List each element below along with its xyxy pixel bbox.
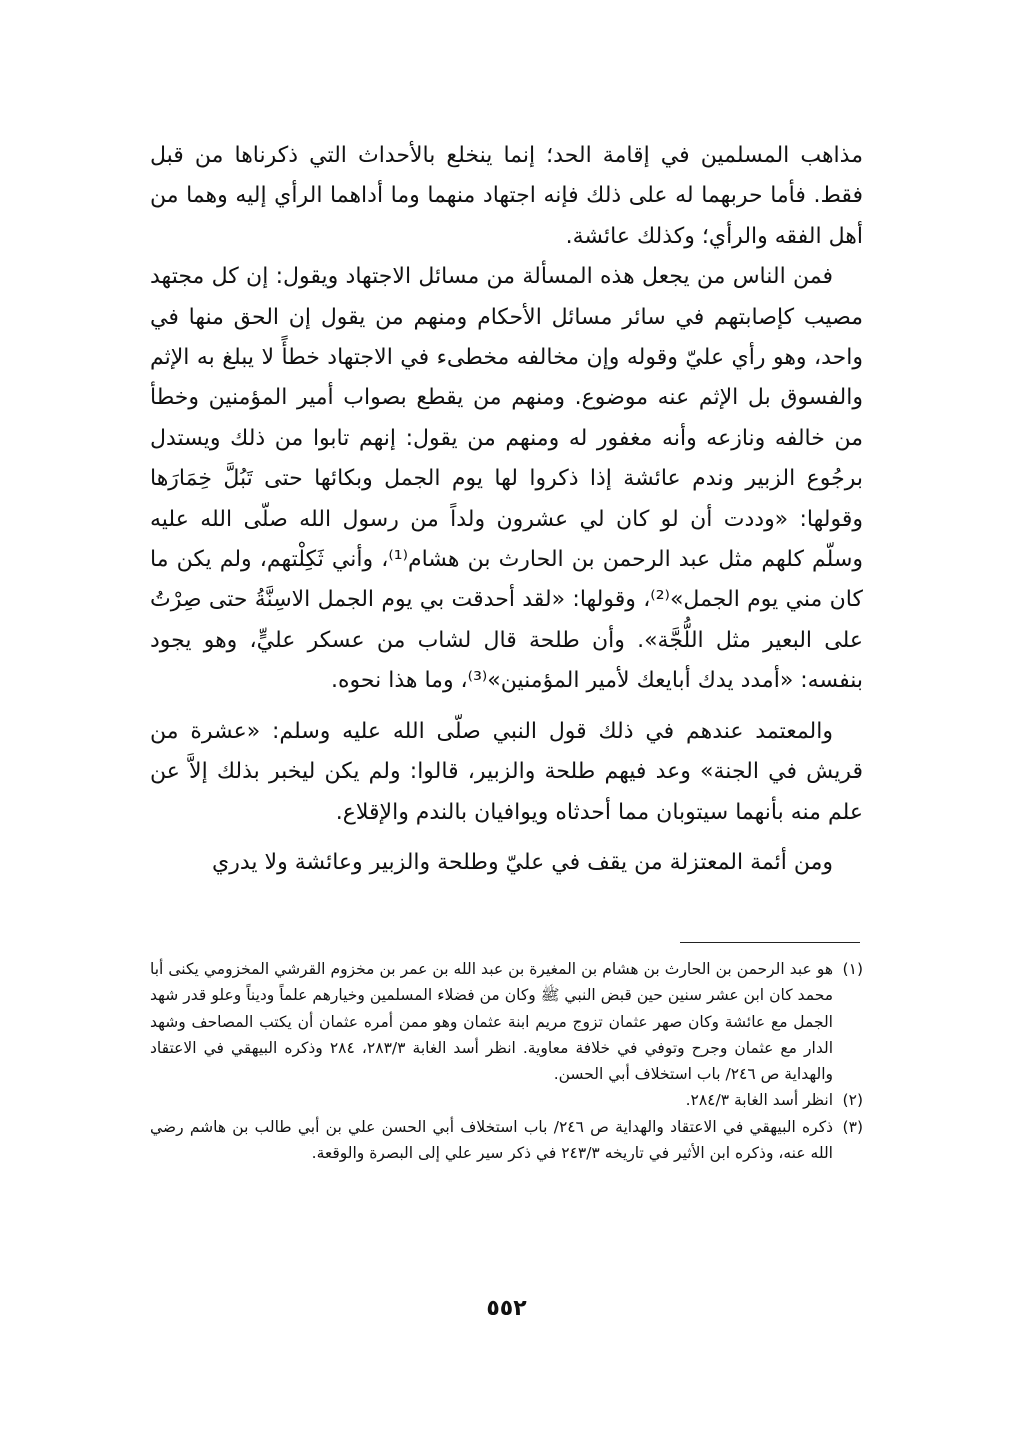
footnote-number: (٣) <box>842 1117 863 1136</box>
paragraph-gap <box>150 833 863 843</box>
paragraph-gap <box>150 702 863 712</box>
footnote-item <box>150 956 863 1087</box>
footnote-number: (٢) <box>842 1091 863 1110</box>
footnote-item <box>150 1087 863 1113</box>
footnote-text: ذكره البيهقي في الاعتقاد والهداية ص ٢٤٦/ باب استخلاف أبي الحسن علي بن أبي طالب بن هاشم رضي الله عنه، وذكره ابن الأثير في تاريخه ٢٤٣/٣ في ذكر سير علي إلى البصرة والوقعة. <box>150 1117 833 1163</box>
page-number: ٥٥٢ <box>486 1296 527 1321</box>
footnote-text: انظر أسد الغابة ٢٨٤/٣. <box>685 1091 833 1110</box>
footnote-item <box>150 1114 863 1167</box>
paragraph-mutazila: ومن أئمة المعتزلة من يقف في عليّ وطلحة والزبير وعائشة ولا يدري <box>212 849 833 875</box>
paragraph-ijtihad: فمن الناس من يجعل هذه المسألة من مسائل الاجتهاد ويقول: إن كل مجتهد مصيب كإصابتهم في سائر مسائل الأحكام ومنهم من يقول إن الحق منها في واحد، وهو رأي عليّ وقوله وإن مخالفه مخطىء في الاجتهاد خطأً لا يبلغ به الإثم والفسوق بل الإثم عنه موضوع. ومنهم من يقطع بصواب أمير المؤمنين وخطأ من خالفه ونازعه وأنه مغفور له ومنهم من يقول: إنهم تابوا من ذلك ويستدل برجُوع الزبير وندم عائشة إذا ذكروا لها يوم الجمل وبكائها حتى تَبُلَّ خِمَارَها وقولها: «وددت أن لو كان لي عشرون ولداً من رسول الله صلّى الله عليه وسلّم كلهم مثل عبد الرحمن بن الحارث بن هشام⁽¹⁾، وأني ثَكِلْتهم، ولم يكن ما كان مني يوم الجمل»⁽²⁾، وقولها: «لقد أحدقت بي يوم الجمل الاسِنَّةُ حتى صِرْتُ على البعير مثل اللُّجَّة». وأن طلحة قال لشاب من عسكر عليٍّ، وهو يجود بنفسه: «أمدد يدك أبايعك لأمير المؤمنين»⁽³⁾، وما هذا نحوه. <box>150 264 864 694</box>
main-text-body <box>150 136 863 883</box>
footnote-number: (١) <box>842 960 863 978</box>
paragraph-opening: مذاهب المسلمين في إقامة الحد؛ إنما ينخلع بالأحداث التي ذكرناها من قبل فقط. فأما حربهما له على ذلك فإنه اجتهاد منهما وما أداهما الرأي إليه وهما من أهل الفقه والرأي؛ وكذلك عائشة. <box>150 143 863 249</box>
paragraph-ten-promised: والمعتمد عندهم في ذلك قول النبي صلّى الله عليه وسلم: «عشرة من قريش في الجنة» وعد فيهم طلحة والزبير، قالوا: ولم يكن ليخبر بذلك إلاَّ عن علم منه بأنهما سيتوبان مما أحدثاه ويوافيان بالندم والإقلاع. <box>150 718 863 825</box>
footnote-separator <box>680 942 860 943</box>
footnotes-section <box>150 956 863 1166</box>
footnote-text: هو عبد الرحمن بن الحارث بن هشام بن المغيرة بن عبد الله بن عمر بن مخزوم القرشي المخزومي يكنى أبا محمد كان ابن عشر سنين حين قبض النبي ﷺ وكان من فضلاء المسلمين وخيارهم علماً وديناً وعلو قدر شهد الجمل مع عائشة وكان صهر عثمان تزوج مريم ابنة عثمان وهو ممن أمره عثمان أن يكتب المصاحف وشهد الدار مع عثمان وجرح وتوفي في خلافة معاوية. انظر أسد الغابة ٢٨٣/٣، ٢٨٤ وذكره البيهقي في الاعتقاد والهداية ص ٢٤٦/ باب استخلاف أبي الحسن. <box>150 960 834 1084</box>
